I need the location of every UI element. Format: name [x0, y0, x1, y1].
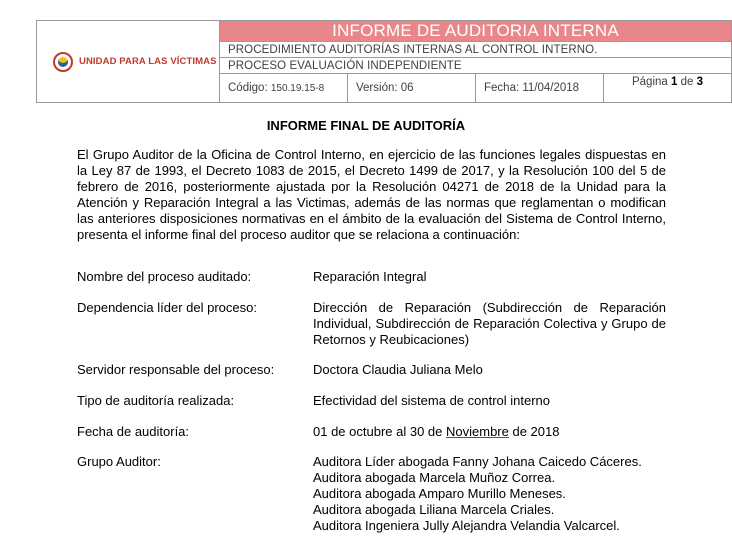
intro-paragraph: El Grupo Auditor de la Oficina de Control Interno, en ejercicio de las funciones legales dispuestas en la Ley 87 de 1993, el Decreto 1083 de 2015, el Decreto 1499 de 2017, y la Resolución 100 del 5 de febrero de 2016, posteriormente ajustada por la Resolución 04271 de 2018 de la Unidad para la Atención y Reparación Integral a las Victimas, además de las normas que reglamentan o modifican las anteriores disposiciones normativas en el ámbito de la evaluación del Sistema de Control Interno, presenta el informe final del proceso auditor que se relaciona a continuación:: [77, 147, 666, 242]
auditor-item: Auditora Ingeniera Jully Alejandra Velandia Valcarcel.: [313, 518, 620, 533]
logo-text: UNIDAD PARA LAS VÍCTIMAS: [79, 56, 217, 67]
date-value: 11/04/2018: [522, 82, 580, 94]
auditor-item: Auditora Líder abogada Fanny Johana Caicedo Cáceres.: [313, 454, 642, 469]
audit-date-month: Noviembre: [446, 424, 509, 439]
page-of: de: [680, 76, 694, 88]
version-label: Versión:: [356, 82, 398, 94]
audit-date-label: Fecha de auditoría:: [77, 424, 190, 439]
auditor-item: Auditora abogada Marcela Muñoz Correa.: [313, 470, 556, 485]
document-header: [36, 20, 732, 103]
version-cell: [348, 74, 476, 103]
process-value: Reparación Integral: [313, 269, 427, 284]
document-title: INFORME FINAL DE AUDITORÍA: [266, 118, 466, 133]
audit-type-value: Efectividad del sistema de control interno: [313, 393, 551, 408]
page-current: 1: [671, 76, 678, 88]
dependency-label: Dependencia líder del proceso:: [77, 300, 257, 315]
version-value: 06: [400, 82, 414, 94]
page-cell: [604, 74, 732, 103]
code-label: Código:: [228, 82, 268, 94]
procedure-name: PROCEDIMIENTO AUDITORÍAS INTERNAS AL CONTROL INTERNO.: [220, 42, 732, 58]
logo: [37, 52, 219, 72]
process-label: Nombre del proceso auditado:: [77, 269, 252, 284]
logo-cell: [37, 21, 220, 103]
coat-of-arms-icon: [53, 52, 73, 72]
responsible-label: Servidor responsable del proceso:: [77, 362, 275, 377]
auditor-list: [313, 454, 666, 534]
process-name: PROCESO EVALUACIÓN INDEPENDIENTE: [220, 58, 732, 74]
group-label: Grupo Auditor:: [77, 454, 161, 469]
auditor-item: Auditora abogada Amparo Murillo Meneses.: [313, 486, 566, 501]
page-label: Página: [631, 76, 668, 88]
date-label: Fecha:: [484, 82, 520, 94]
audit-date-start: 01 de octubre al 30 de: [313, 424, 446, 439]
report-title: INFORME DE AUDITORIA INTERNA: [220, 21, 732, 42]
code-cell: [220, 74, 348, 103]
audit-date-value: [313, 424, 666, 440]
audit-type-label: Tipo de auditoría realizada:: [77, 393, 235, 408]
auditor-item: Auditora abogada Liliana Marcela Criales.: [313, 502, 555, 517]
dependency-value: Dirección de Reparación (Subdirección de Reparación Individual, Subdirección de Reparación Colectiva y Grupo de Retornos y Reubicaciones): [313, 300, 666, 347]
code-value: 150.19.15-8: [270, 83, 325, 94]
responsible-value: Doctora Claudia Juliana Melo: [313, 362, 483, 377]
date-cell: [476, 74, 604, 103]
page-total: 3: [696, 76, 704, 88]
audit-date-end: de 2018: [508, 424, 560, 439]
